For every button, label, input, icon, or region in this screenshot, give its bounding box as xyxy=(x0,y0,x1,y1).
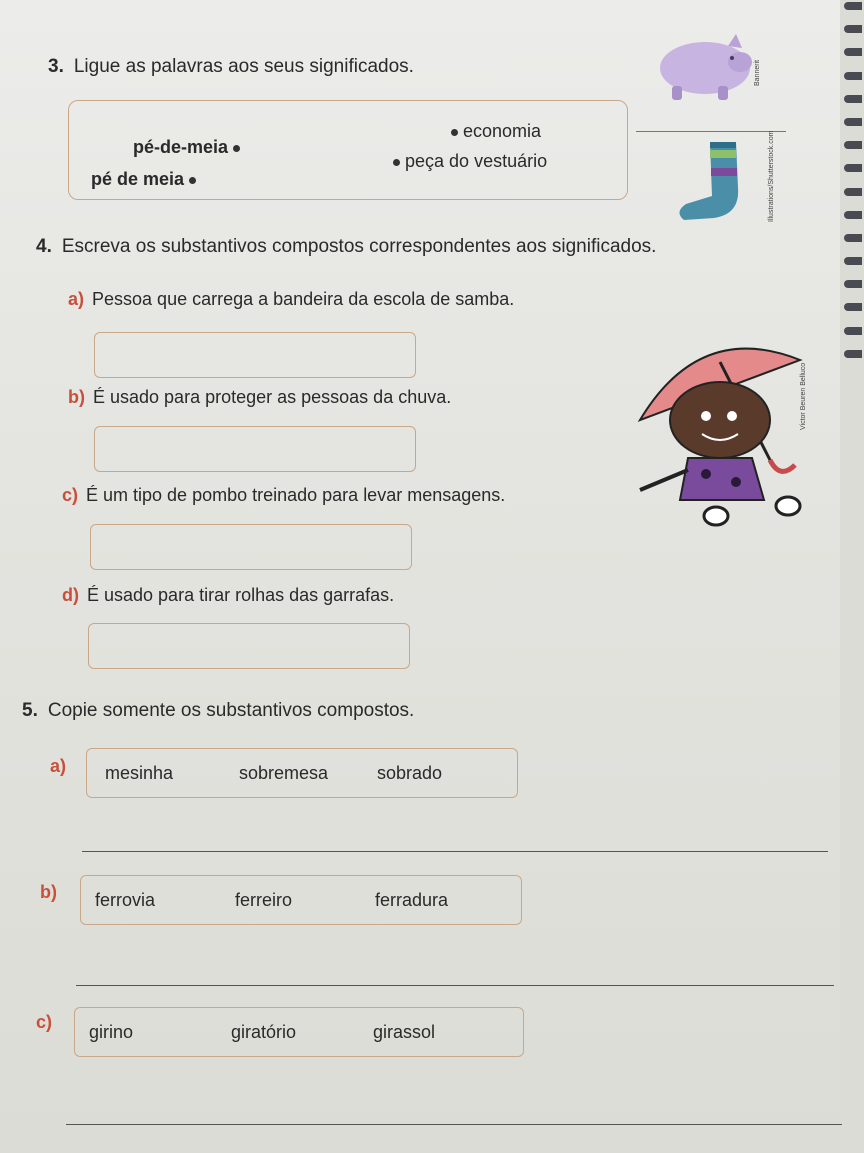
word: ferrovia xyxy=(95,889,156,910)
word-box-b xyxy=(80,875,522,925)
word: ferreiro xyxy=(235,889,293,910)
matching-box xyxy=(68,100,628,200)
answer-box-c[interactable] xyxy=(90,524,412,570)
match-right-2: peça do vestuário xyxy=(393,151,547,172)
word: girino xyxy=(89,1021,134,1042)
answer-box-a[interactable] xyxy=(94,332,416,378)
answer-line-a[interactable] xyxy=(82,851,828,852)
match-left-1: pé-de-meia xyxy=(133,137,240,158)
answer-box-d[interactable] xyxy=(88,623,410,669)
q4-item-b: b) É usado para proteger as pessoas da chuva. xyxy=(68,387,452,407)
word-box-a xyxy=(86,748,518,798)
piggy-bank-illustration xyxy=(650,24,760,104)
q4-item-c: c) É um tipo de pombo treinado para levar mensagens. xyxy=(62,485,506,505)
word: girassol xyxy=(373,1021,436,1042)
match-dot[interactable] xyxy=(233,145,240,152)
question-3-text: Ligue as palavras aos seus significados. xyxy=(73,56,414,77)
kid-with-umbrella-illustration xyxy=(620,330,820,540)
word: sobrado xyxy=(377,762,443,783)
question-4-text: Escreva os substantivos compostos correspondentes aos significados. xyxy=(61,236,657,257)
word-box-c xyxy=(74,1007,524,1057)
sock-credit: Illustrations/Shutterstock.com xyxy=(768,130,775,222)
word: sobremesa xyxy=(239,762,329,783)
match-dot[interactable] xyxy=(451,129,458,136)
question-4-number: 4. xyxy=(36,236,52,257)
match-dot[interactable] xyxy=(393,159,400,166)
q5-group-a-letter: a) xyxy=(50,756,67,776)
q5-group-b-letter: b) xyxy=(40,882,57,902)
word: ferradura xyxy=(375,889,449,910)
word: mesinha xyxy=(105,762,174,783)
question-5 xyxy=(22,700,414,722)
q4-item-d: d) É usado para tirar rolhas das garrafas. xyxy=(62,585,395,605)
match-left-2: pé de meia xyxy=(91,169,196,190)
match-right-1: economia xyxy=(451,121,541,142)
question-5-number: 5. xyxy=(22,700,38,721)
kid-credit: Victor Beuren Belluco xyxy=(800,362,807,430)
word: giratório xyxy=(231,1021,297,1042)
q4-item-a: a) Pessoa que carrega a bandeira da escola de samba. xyxy=(68,289,515,309)
question-4 xyxy=(36,236,656,258)
question-3 xyxy=(48,56,414,78)
question-5-text: Copie somente os substantivos compostos. xyxy=(47,700,415,721)
question-3-number: 3. xyxy=(48,56,64,77)
answer-line-c[interactable] xyxy=(66,1124,842,1125)
match-dot[interactable] xyxy=(189,177,196,184)
answer-line-b[interactable] xyxy=(76,985,834,986)
answer-box-b[interactable] xyxy=(94,426,416,472)
q5-group-c-letter: c) xyxy=(36,1012,53,1032)
sock-illustration xyxy=(670,128,780,226)
spiral-binding xyxy=(836,0,864,360)
pig-credit: Bannerit xyxy=(754,59,761,86)
